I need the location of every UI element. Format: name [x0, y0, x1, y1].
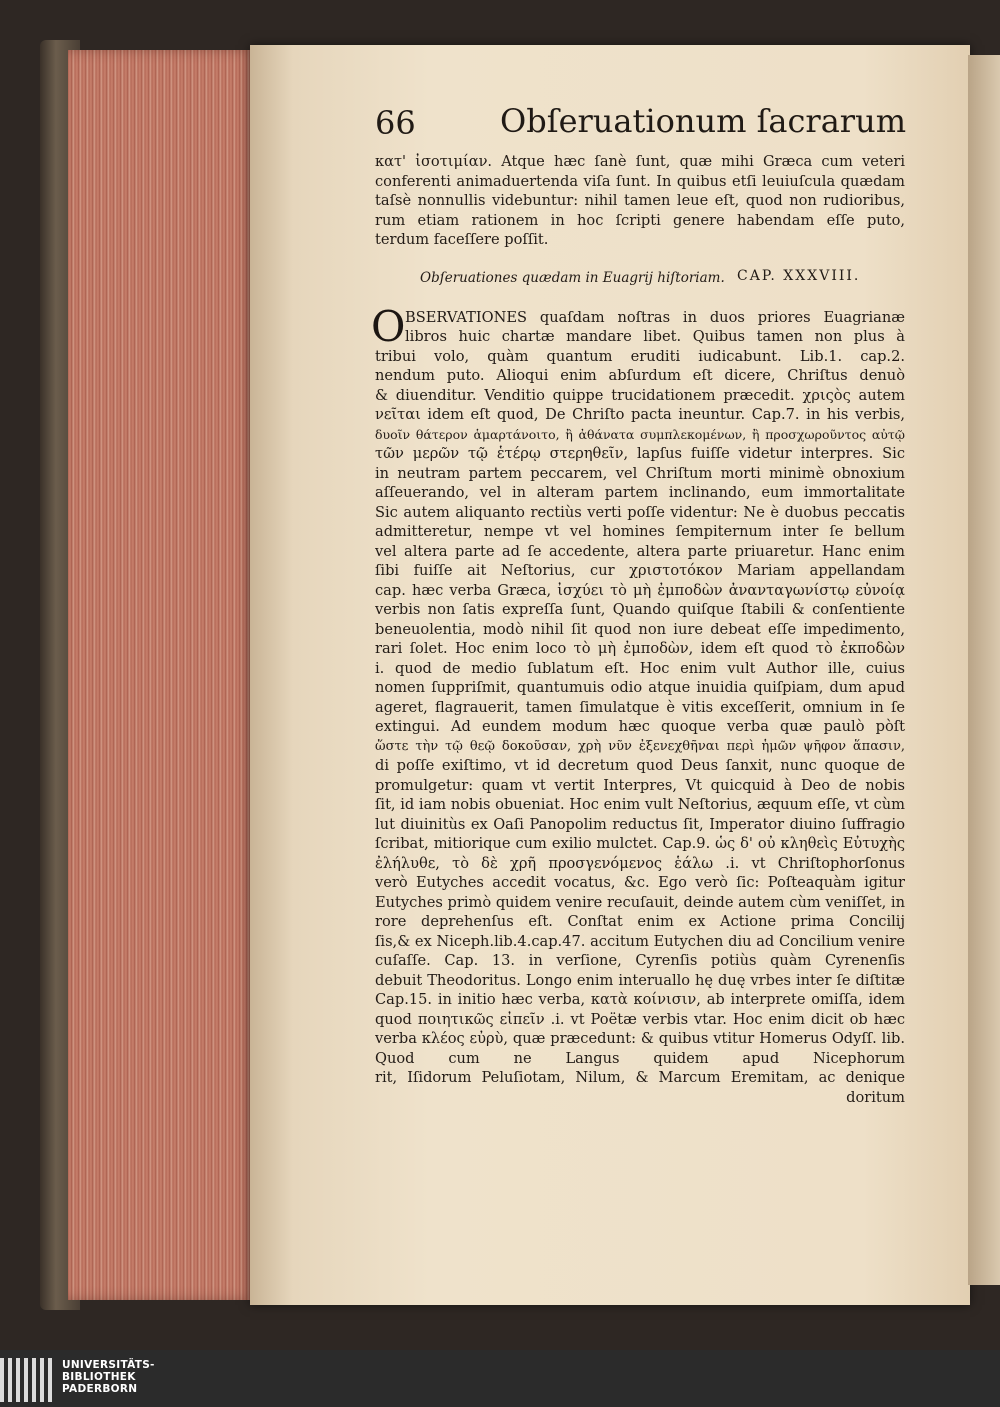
chapter-body: [371, 301, 905, 1108]
text-line: libros huic chartæ mandare libet. Quibus tamen non plus à: [405, 328, 905, 345]
text-line: nendum puto. Alioqui enim abſurdum eſt dicere, Chriſtus denuò: [375, 367, 905, 384]
logo-line: BIBLIOTHEK: [62, 1371, 136, 1383]
text-line: Quod cum ne Langus quidem apud Nicephorum: [375, 1049, 905, 1067]
text-line: ὥστε τὴν τῷ θεῷ δοκοῦσαν, χρὴ νῦν ἐξενεχθῆναι περὶ ἡμῶν ψῆφον ἅπασιν,: [375, 738, 905, 754]
text-line: Cap.15. in initio hæc verba, κατὰ κοίνισιν, ab interprete omiſſa, idem: [375, 991, 905, 1008]
chapter-label: CAP. XXXVIII.: [737, 267, 861, 284]
catchword: doritum: [846, 1088, 905, 1106]
text-line: τῶν μερῶν τῷ ἑτέρῳ στερηθεῖν, lapſus fuiſſe videtur interpres. Sic: [375, 445, 905, 462]
text-line: beneuolentia, modò nihil ſit quod non iure debeat eſſe impedimento,: [375, 620, 905, 638]
library-footer: [0, 1350, 1000, 1407]
text-line: terdum faceſſere poſſit.: [375, 231, 549, 248]
text-line: BSERVATIONES quaſdam noſtras in duos priores Euagrianæ: [405, 308, 905, 326]
text-line: verò Eutyches accedit vocatus, &c. Ego verò ſic: Poſteaquàm igitur: [375, 874, 905, 891]
text-line: promulgetur: quam vt vertit Interpres, Vt quicquid à Deo de nobis: [375, 776, 905, 794]
text-line: tribui volo, quàm quantum eruditi iudicabunt. Lib.1. cap.2.: [375, 347, 905, 365]
section-heading-row: [375, 262, 905, 296]
text-line: cuſaſſe. Cap. 13. in verſione, Cyrenſis potiùs quàm Cyrenenſis: [375, 952, 905, 969]
text-line: Sic autem aliquanto rectiùs verti poſſe videntur: Ne è duobus peccatis: [375, 503, 905, 521]
text-line: cap. hæc verba Græca, ἰσχύει τὸ μὴ ἐμποδὼν ἀνανταγωνίστῳ εὐνοίᾳ: [375, 581, 905, 599]
text-line: verbis non ſatis expreſſa ſunt, Quando quiſque ſtabili & conſentiente: [375, 601, 905, 618]
text-line: i. quod de medio ſublatum eſt. Hoc enim vult Author ille, cuius: [375, 659, 905, 677]
text-line: ſibi fuiſſe ait Neſtorius, cur χριστοτόκον Mariam appellandam: [375, 562, 905, 579]
text-line: rum etiam rationem in hoc ſcripti genere habendam eſſe puto,: [375, 211, 905, 229]
text-line: ἐλήλυθε, τὸ δὲ χρῆ προσγενόμενος ἑάλω .i. vt Chriſtophorſonus: [375, 854, 905, 872]
text-line: lut diuinitùs ex Oaſi Panopolim reductus ſit, Imperator diuino ſuffragio: [375, 815, 905, 833]
text-line: ageret, flagrauerit, tamen ſimulatque è vitis exceſſerit, omnium in ſe: [375, 698, 905, 716]
section-heading: Obſeruationes quædam in Euagrij hiſtoriam.: [420, 269, 725, 286]
page-header: [375, 100, 907, 148]
page-edges-stack: [68, 50, 258, 1300]
text-line: vel altera parte ad ſe accedente, altera parte priuaretur. Hanc enim: [375, 542, 905, 560]
logo-line: UNIVERSITÄTS-: [62, 1359, 155, 1371]
text-line: quod ποιητικῶς εἰπεῖν .i. vt Poëtæ verbis vtar. Hoc enim dicit ob hæc: [375, 1010, 905, 1028]
text-line: taſsè nonnullis videbuntur: nihil tamen leue eſt, quod non rudioribus,: [375, 192, 905, 209]
text-line: & diuenditur. Venditio quippe trucidationem præcedit. χριςὸς autem: [375, 386, 905, 404]
text-line: δυοῖν θάτερον ἁμαρτάνοιτο, ἢ ἀθάνατα συμπλεκομένων, ἢ προσχωροῦντος αὐτῷ: [375, 426, 905, 442]
text-line: rore deprehenſus eſt. Conſtat enim ex Actione prima Concilij: [375, 913, 905, 930]
text-line: Eutyches primò quidem venire recuſauit, deinde autem cùm veniſſet, in: [375, 893, 905, 911]
text-line: rit, Iſidorum Peluſiotam, Nilum, & Marcum Eremitam, ac denique: [375, 1069, 905, 1086]
text-line: ſit, id iam nobis obueniat. Hoc enim vult Neſtorius, æquum eſſe, vt cùm: [375, 796, 905, 813]
page-number: 66: [375, 104, 416, 142]
facing-page-edge: [968, 55, 1000, 1285]
text-line: in neutram partem peccarem, vel Chriſtum morti minimè obnoxium: [375, 464, 905, 482]
text-line: debuit Theodoritus. Longo enim interuallo hę duę vrbes inter ſe diſtitæ: [375, 971, 905, 989]
page-text: [371, 152, 905, 1107]
running-title: Obſeruationum ſacrarum: [500, 102, 907, 140]
text-line: nomen ſuppriſmit, quantumuis odio atque inuidia quiſpiam, dum apud: [375, 679, 905, 696]
text-line: ſcribat, mitiorique cum exilio mulctet. Cap.9. ὡς δ' οὐ κληθεὶς Εὐτυχὴς: [375, 835, 905, 852]
text-line: aſſeuerando, vel in alteram partem inclinando, eum immortalitate: [375, 484, 905, 501]
drop-cap: O: [371, 301, 406, 351]
text-line: conferenti animaduertenda viſa ſunt. In quibus etſi leuiuſcula quædam: [375, 172, 905, 190]
text-line: admitteretur, nempe vt vel homines ſempiternum inter ſe bellum: [375, 523, 905, 540]
library-logo-icon: [0, 1358, 56, 1402]
text-line: κατ' ἰσοτιμίαν. Atque hæc ſanè ſunt, quæ mihi Græca cum veteri: [375, 153, 905, 170]
text-line: ſis,& ex Niceph.lib.4.cap.47. accitum Eutychen diu ad Concilium venire: [375, 932, 905, 950]
text-line: rari ſolet. Hoc enim loco τὸ μὴ ἐμποδὼν, idem eſt quod τὸ ἐκποδὼν: [375, 640, 905, 657]
text-line: di poſſe exiſtimo, vt id decretum quod Deus ſanxit, nunc quoque de: [375, 757, 905, 774]
library-logo-text: [62, 1359, 155, 1395]
text-line: extingui. Ad eundem modum hæc quoque verba quæ paulò pòſt: [375, 718, 905, 735]
logo-line: PADERBORN: [62, 1383, 138, 1395]
text-line: νεῖται idem eſt quod, De Chriſto pacta ineuntur. Cap.7. in his verbis,: [375, 406, 905, 423]
text-line: verba κλέος εὐρὺ, quæ præcedunt: & quibus vtitur Homerus Odyſſ. lib.: [375, 1030, 905, 1047]
